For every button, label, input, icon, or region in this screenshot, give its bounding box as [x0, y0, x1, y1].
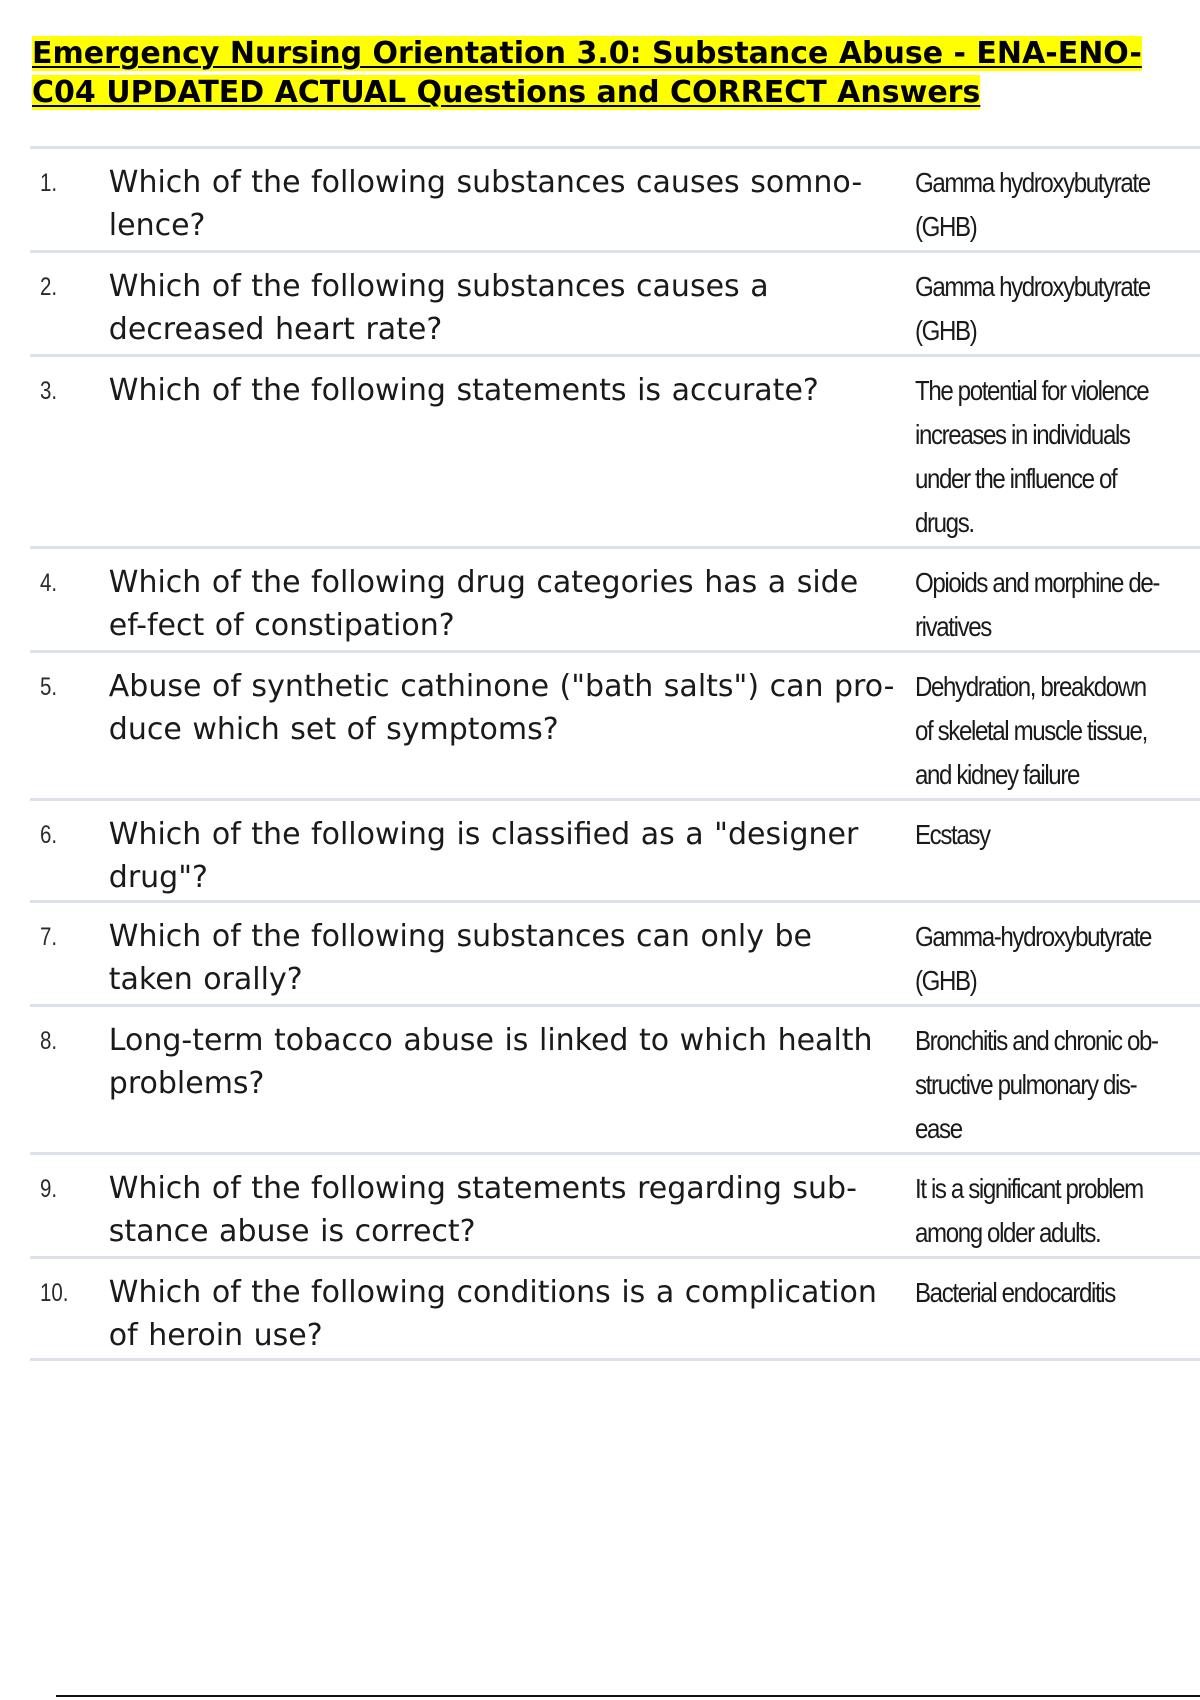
answer-line: increases in individuals — [915, 419, 1130, 450]
answer-line: Bronchitis and chronic ob- — [915, 1025, 1158, 1056]
answer-text — [914, 1006, 1200, 1154]
answer-line: drugs. — [915, 507, 974, 538]
question-number-text: 10. — [40, 1279, 69, 1307]
answer-line: (GHB) — [915, 965, 977, 996]
answer-line: and kidney failure — [915, 759, 1080, 790]
qa-row — [30, 1006, 1200, 1154]
question-text: Which of the following conditions is a complication of heroin use? — [108, 1275, 877, 1353]
qa-row — [30, 356, 1200, 548]
question-text: Abuse of synthetic cathinone ("bath salts") can pro-duce which set of symptoms? — [108, 669, 895, 747]
qa-table — [30, 146, 1200, 1361]
question-number-text: 4. — [40, 569, 58, 597]
answer-line: It is a significant problem — [915, 1173, 1144, 1204]
question-text: Which of the following drug categories has a side ef-fect of constipation? — [108, 565, 859, 643]
answer-text — [914, 1154, 1200, 1258]
question-number-text: 5. — [40, 673, 58, 701]
question-number-text: 6. — [40, 821, 58, 849]
question-number-text: 1. — [40, 169, 58, 197]
qa-row — [30, 252, 1200, 356]
answer-line: (GHB) — [915, 315, 977, 346]
question-number — [30, 252, 108, 356]
question-text: Which of the following substances causes a decreased heart rate? — [108, 269, 769, 347]
qa-row — [30, 652, 1200, 800]
question-number — [30, 1006, 108, 1154]
answer-line: of skeletal muscle tissue, — [915, 715, 1148, 746]
question-number-text: 7. — [40, 923, 58, 951]
question-number-text: 8. — [40, 1027, 58, 1055]
question-number — [30, 1258, 108, 1360]
qa-row — [30, 902, 1200, 1006]
question-number-text: 9. — [40, 1175, 58, 1203]
question-number — [30, 652, 108, 800]
answer-text — [914, 548, 1200, 652]
document-title-line-1: Emergency Nursing Orientation 3.0: Substance Abuse - ENA-ENO- — [32, 36, 1142, 71]
answer-line: Ecstasy — [915, 819, 990, 850]
question-text: Which of the following substances causes somno-lence? — [108, 165, 863, 243]
answer-text — [914, 652, 1200, 800]
footer-divider — [56, 1695, 1200, 1697]
question-number — [30, 356, 108, 548]
answer-text — [914, 902, 1200, 1006]
qa-row — [30, 148, 1200, 252]
answer-line: Gamma-hydroxybutyrate — [915, 921, 1152, 952]
answer-line: Bacterial endocarditis — [915, 1277, 1116, 1308]
question-text: Which of the following statements is accurate? — [108, 373, 819, 408]
question-number — [30, 548, 108, 652]
qa-row — [30, 1154, 1200, 1258]
question-number-text: 2. — [40, 273, 58, 301]
answer-text — [914, 252, 1200, 356]
qa-row — [30, 1258, 1200, 1360]
answer-line: rivatives — [915, 611, 992, 642]
answer-text — [914, 356, 1200, 548]
answer-line: (GHB) — [915, 211, 977, 242]
qa-row — [30, 548, 1200, 652]
qa-row — [30, 800, 1200, 902]
answer-line: Dehydration, breakdown — [915, 671, 1146, 702]
answer-line: ease — [915, 1113, 962, 1144]
question-number — [30, 1154, 108, 1258]
answer-line: under the influence of — [915, 463, 1117, 494]
question-text: Which of the following is classified as a "designer drug"? — [108, 817, 859, 895]
qa-list — [30, 148, 1200, 1360]
answer-line: Gamma hydroxybutyrate — [915, 271, 1150, 302]
answer-line: Opioids and morphine de- — [915, 567, 1160, 598]
answer-text — [914, 800, 1200, 902]
answer-line: The potential for violence — [915, 375, 1149, 406]
question-number-text: 3. — [40, 377, 58, 405]
question-text: Which of the following substances can only be taken orally? — [108, 919, 812, 997]
answer-text — [914, 148, 1200, 252]
question-number — [30, 800, 108, 902]
question-number — [30, 902, 108, 1006]
answer-line: among older adults. — [915, 1217, 1101, 1248]
answer-text — [914, 1258, 1200, 1360]
question-text: Long-term tobacco abuse is linked to which health problems? — [108, 1023, 873, 1101]
document-title — [32, 34, 1172, 112]
answer-line: Gamma hydroxybutyrate — [915, 167, 1150, 198]
question-number — [30, 148, 108, 252]
question-text: Which of the following statements regarding sub-stance abuse is correct? — [108, 1171, 857, 1249]
answer-line: structive pulmonary dis- — [915, 1069, 1137, 1100]
document-title-line-2: C04 UPDATED ACTUAL Questions and CORRECT Answers — [32, 75, 981, 110]
